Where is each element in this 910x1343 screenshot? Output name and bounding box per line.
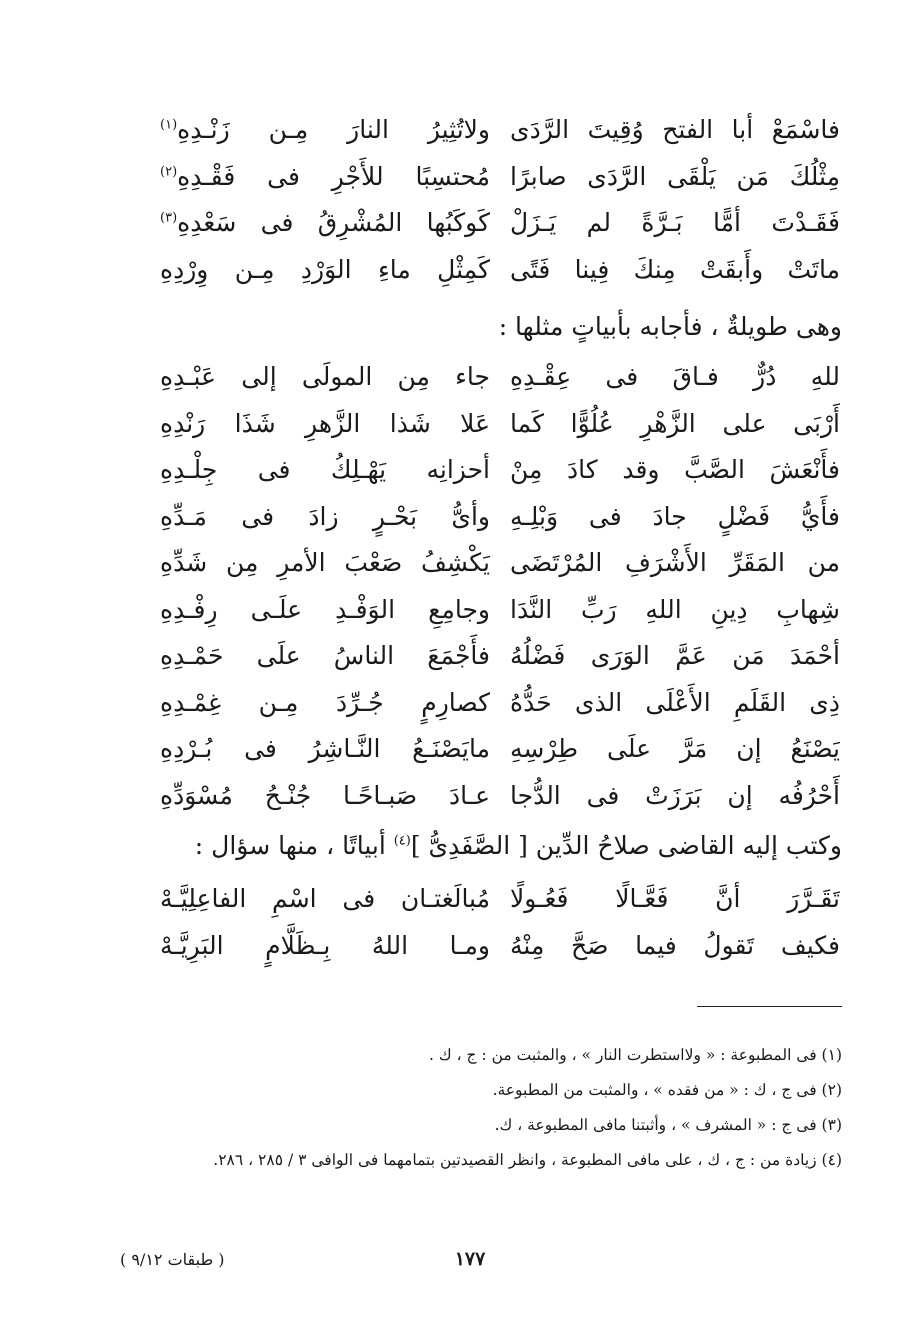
verse-second-hemistich-text: مُحتسِبًا للأَجْرِ فى فَقْـدِهِ: [177, 161, 490, 191]
verse-second-hemistich: [160, 247, 490, 294]
verse-second-hemistich-text: يَكْشِفُ صَعْبَ الأمرِ مِن شَدِّهِ: [160, 548, 490, 577]
footnote-item: (٢) فى ج ، ك : « من فقده » ، والمثبت من المطبوعة.: [492, 1081, 842, 1099]
verse-first-hemistich: ماتَتْ وأَبقَتْ مِنكَ فِينا فَتًى: [510, 254, 840, 284]
verse-second-hemistich-text: أحزانِه يَهْـلِكُ فى جِلْـدِهِ: [160, 455, 490, 484]
verse-line: [160, 876, 840, 923]
verse-second-hemistich-text: وجامِعِ الوَفْـدِ علَـى رِفْـدِهِ: [160, 594, 490, 624]
footnote-ref: (٤): [393, 833, 411, 849]
verse-second-hemistich: [160, 680, 490, 727]
prose-line-2-text: وكتب إليه القاضى صلاحُ الدِّين [ الصَّفَدِىُّ ]: [410, 831, 842, 860]
verse-first-hemistich: أحْمَدَ مَن عَمَّ الوَرَى فَضْلُهُ: [510, 641, 840, 670]
verse-first-hemistich: للهِ دُرٌّ فـاقَ فى عِقْـدِهِ: [510, 362, 840, 391]
verse-first-hemistich: فأَيُّ فَضْلٍ جادَ فى وَبْلِـهِ: [510, 501, 840, 531]
verse-first-hemistich: أَحْرُفُه إن بَرَزَتْ فى الدُّجا: [510, 780, 840, 810]
prose-line-1: وهى طويلةٌ ، فأجابه بأبياتٍ مثلها :: [498, 312, 842, 341]
verse-second-hemistich-text: ولاتُثِيرُ النارَ مِـن زَنْـدِهِ: [177, 115, 490, 144]
verse-first-hemistich: فاسْمَعْ أبا الفتح وُقِيتَ الرَّدَى: [510, 115, 840, 144]
verse-second-hemistich: [160, 447, 490, 494]
verse-line: [160, 540, 840, 587]
verse-second-hemistich-text: مايَصْنَـعُ النَّـاشِرُ فى بُـرْدِهِ: [160, 734, 490, 763]
verse-first-hemistich: ذِى القَلَمِ الأَعْلَى الذى حَدُّهُ: [510, 687, 840, 717]
footnote-item: (٣) فى ج : « المشرف » ، وأثبتنا مافى المطبوعة ، ك.: [494, 1116, 842, 1134]
prose-line-2: [142, 826, 842, 866]
verse-second-hemistich: [160, 726, 490, 773]
verse-second-hemistich-text: كَوكَبُها المُشْرِقُ فى سَعْدِهِ: [177, 208, 490, 237]
footnote-item: (١) فى المطبوعة : « ولااستطرت النار » ، والمثبت من : ج ، ك .: [429, 1046, 842, 1064]
verse-first-hemistich: فأَنْعَشَ الصَّبَّ وقد كادَ مِنْ: [510, 455, 840, 484]
verse-line: [160, 200, 840, 247]
verse-second-hemistich-text: ومـا اللهُ بِـظَلَّامٍ البَرِيَّـهْ: [160, 930, 490, 960]
verse-second-hemistich-text: مُبالَغتـان فى اسْمِ الفاعِلِيَّـهْ: [160, 884, 490, 913]
verse-second-hemistich: [160, 923, 490, 970]
verse-second-hemistich-text: فأَجْمَعَ الناسُ علَى حَمْـدِهِ: [160, 641, 490, 670]
verse-line: [160, 447, 840, 494]
verse-first-hemistich: أَرْبَى على الزَّهْرِ عُلُوًّا كَما: [510, 408, 840, 438]
verse-line: [160, 726, 840, 773]
verse-first-hemistich: شِهابِ دِينِ اللهِ رَبِّ النَّدَا: [510, 594, 840, 624]
signature-mark: ( طبقات ٩/١٢ ): [120, 1250, 225, 1269]
verse-line: [160, 401, 840, 448]
verse-second-hemistich-text: كَمِثْلِ ماءِ الوَرْدِ مِـن وِرْدِهِ: [160, 254, 490, 284]
verse-second-hemistich: [160, 587, 490, 634]
page-number: ١٧٧: [454, 1248, 486, 1270]
poem-block-2: [160, 354, 840, 819]
verse-line: [160, 247, 840, 294]
verse-first-hemistich: مِثْلُكَ مَن يَلْقَى الرَّدَى صابرًا: [510, 161, 840, 191]
verse-line: [160, 587, 840, 634]
verse-first-hemistich: فكيف تَقولُ فيما صَحَّ مِنْهُ: [510, 930, 840, 960]
verse-first-hemistich: يَصْنَعُ إن مَرَّ علَى طِرْسِهِ: [510, 734, 840, 763]
footnote-ref: (٣): [160, 210, 178, 226]
verse-second-hemistich: [160, 154, 490, 201]
footnote-item: (٤) زيادة من : ج ، ك ، على مافى المطبوعة ، وانظر القصيدتين بتمامهما فى الوافى ٣ / ٢٨٥ ، ٢٨٦.: [213, 1151, 842, 1169]
verse-first-hemistich: من المَقَرِّ الأَشْرَفِ المُرْتَضَى: [510, 548, 840, 577]
footnote-ref: (١): [160, 117, 178, 133]
verse-second-hemistich-text: كصارِمٍ جُـرِّدَ مِـن غِمْـدِهِ: [160, 687, 490, 717]
verse-line: [160, 494, 840, 541]
verse-line: [160, 154, 840, 201]
verse-second-hemistich: [160, 354, 490, 401]
verse-second-hemistich: [160, 773, 490, 820]
poem-block-1: [160, 107, 840, 293]
prose-line-2-tail: أبياتًا ، منها سؤال :: [194, 831, 394, 860]
verse-first-hemistich: تَقَـرَّرَ أنَّ فَعَّـالًا فَعُـولًا: [510, 884, 840, 913]
verse-second-hemistich: [160, 107, 490, 154]
poem-block-3: [160, 876, 840, 969]
verse-line: [160, 773, 840, 820]
verse-second-hemistich-text: جاء مِن المولَى إلى عَبْـدِهِ: [160, 362, 490, 391]
footnote-separator: [697, 1006, 842, 1007]
verse-line: [160, 107, 840, 154]
verse-line: [160, 923, 840, 970]
verse-second-hemistich: [160, 200, 490, 247]
verse-second-hemistich: [160, 540, 490, 587]
verse-line: [160, 680, 840, 727]
verse-second-hemistich-text: عـادَ صَبـاحًـا جُنْـحُ مُسْوَدِّهِ: [160, 780, 490, 810]
verse-second-hemistich: [160, 401, 490, 448]
verse-second-hemistich: [160, 633, 490, 680]
verse-second-hemistich: [160, 494, 490, 541]
verse-line: [160, 633, 840, 680]
footnotes: [142, 1038, 842, 1178]
verse-line: [160, 354, 840, 401]
verse-second-hemistich: [160, 876, 490, 923]
verse-second-hemistich-text: عَلا شَذا الزَّهرِ شَذَا رَنْدِهِ: [160, 408, 490, 438]
verse-second-hemistich-text: وأىُّ بَحْـرٍ زادَ فى مَـدِّهِ: [160, 501, 490, 531]
footnote-ref: (٢): [160, 164, 178, 180]
verse-first-hemistich: فَقَـدْتَ أمًّا بَـرَّةً لم يَـزَلْ: [510, 208, 840, 237]
